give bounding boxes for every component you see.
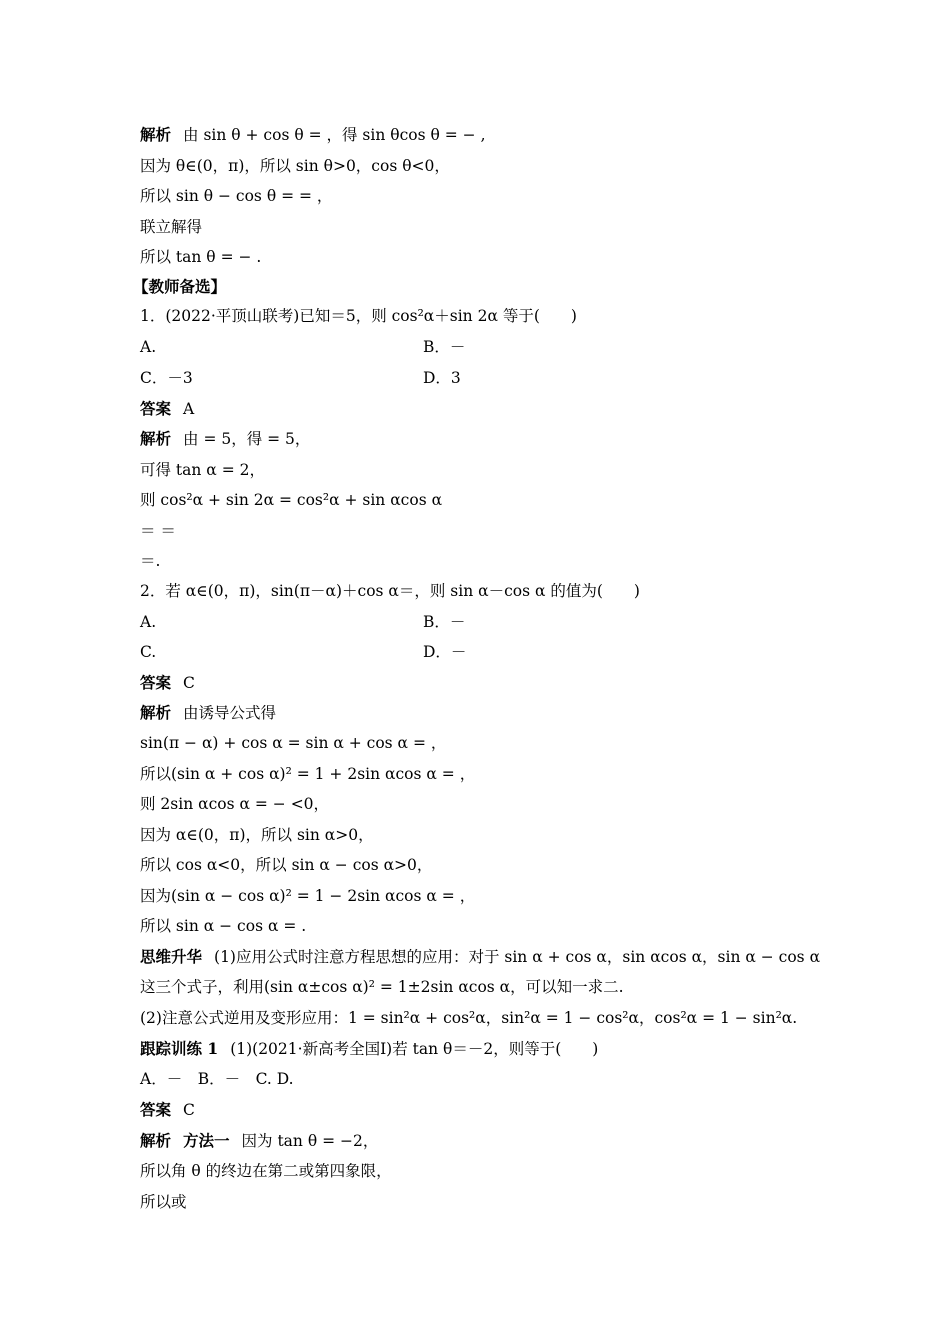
analysis-line: ＝. bbox=[140, 552, 161, 570]
analysis-line: 解析 由 sin θ + cos θ = ，得 sin θcos θ = − , bbox=[140, 125, 486, 144]
training-label: 跟踪训练 1 bbox=[140, 1039, 219, 1058]
question-2-options-ab bbox=[140, 608, 466, 636]
analysis-line: 因为 θ∈(0，π)，所以 sin θ>0，cos θ<0， bbox=[140, 157, 450, 175]
analysis-line: 则 cos²α + sin 2α = cos²α + sin αcos α bbox=[140, 491, 443, 509]
method-label: 方法一 bbox=[183, 1131, 230, 1150]
analysis-label: 解析 bbox=[140, 1131, 172, 1150]
answer-line bbox=[140, 1096, 195, 1124]
option-d: D．3 bbox=[423, 369, 461, 387]
analysis-line: ＝ ＝ bbox=[140, 522, 176, 540]
answer-line bbox=[140, 395, 194, 423]
answer-label: 答案 bbox=[140, 673, 172, 692]
analysis-line: 可得 tan α = 2， bbox=[140, 461, 265, 479]
training-stem: 跟踪训练 1 (1)(2021·新高考全国Ⅰ)若 tan θ＝－2，则等于( ) bbox=[140, 1039, 599, 1058]
summary-line: (2)注意公式逆用及变形应用：1 = sin²α + cos²α，sin²α = 1 − cos²α，cos²α = 1 − sin²α. bbox=[140, 1009, 798, 1027]
summary-label: 思维升华 bbox=[140, 947, 203, 966]
option-b: B．－ bbox=[423, 338, 466, 356]
question-2-options-cd bbox=[140, 638, 467, 666]
analysis-label: 解析 bbox=[140, 429, 172, 448]
summary-line: 思维升华 (1)应用公式时注意方程思想的应用：对于 sin α + cos α，sin αcos α，sin α − cos α bbox=[140, 947, 821, 966]
answer-value: A bbox=[183, 400, 195, 418]
answer-label: 答案 bbox=[140, 1100, 172, 1119]
analysis-line: 所以角 θ 的终边在第二或第四象限， bbox=[140, 1162, 392, 1180]
analysis-line: 联立解得 bbox=[140, 218, 203, 236]
analysis-line: 所以(sin α + cos α)² = 1 + 2sin αcos α = ， bbox=[140, 765, 476, 783]
analysis-line: 解析 由诱导公式得 bbox=[140, 703, 277, 722]
analysis-line: 所以 sin θ − cos θ = = ， bbox=[140, 187, 333, 205]
analysis-line: 因为 α∈(0，π)，所以 sin α>0， bbox=[140, 826, 374, 844]
option-a: A. bbox=[140, 613, 157, 631]
analysis-line: 所以 sin α − cos α = . bbox=[140, 917, 307, 935]
summary-line: 这三个式子，利用(sin α±cos α)² = 1±2sin αcos α，可以知一求二. bbox=[140, 978, 624, 996]
answer-line bbox=[140, 669, 195, 697]
question-1-options-ab bbox=[140, 333, 466, 361]
analysis-line: 所以或 bbox=[140, 1193, 187, 1211]
answer-value: C bbox=[183, 1101, 195, 1119]
option-c: C. bbox=[140, 643, 157, 661]
answer-value: C bbox=[183, 674, 195, 692]
analysis-line: 因为(sin α − cos α)² = 1 − 2sin αcos α = ， bbox=[140, 887, 476, 905]
question-1-options-cd bbox=[140, 364, 461, 392]
option-b: B．－ bbox=[423, 613, 466, 631]
analysis-label: 解析 bbox=[140, 125, 172, 144]
answer-label: 答案 bbox=[140, 399, 172, 418]
analysis-line: 则 2sin αcos α = − <0， bbox=[140, 795, 330, 813]
question-2-stem: 2．若 α∈(0，π)，sin(π－α)＋cos α＝，则 sin α－cos α 的值为( ) bbox=[140, 582, 640, 600]
option-c: C．－3 bbox=[140, 369, 193, 387]
option-a: A. bbox=[140, 338, 157, 356]
analysis-line: 解析 方法一 因为 tan θ = −2， bbox=[140, 1131, 379, 1150]
option-d: D．－ bbox=[423, 643, 467, 661]
analysis-label: 解析 bbox=[140, 703, 172, 722]
analysis-line: 所以 tan θ = − . bbox=[140, 248, 262, 266]
training-options: A．－ B．－ C. D. bbox=[140, 1070, 294, 1088]
teacher-heading: 【教师备选】 bbox=[133, 277, 227, 296]
analysis-line: 所以 cos α<0，所以 sin α − cos α>0， bbox=[140, 856, 433, 874]
analysis-line: 解析 由 = 5，得 = 5， bbox=[140, 429, 311, 448]
question-1-stem: 1．(2022·平顶山联考)已知＝5，则 cos²α＋sin 2α 等于( ) bbox=[140, 307, 577, 325]
analysis-line: sin(π − α) + cos α = sin α + cos α = ， bbox=[140, 734, 447, 752]
